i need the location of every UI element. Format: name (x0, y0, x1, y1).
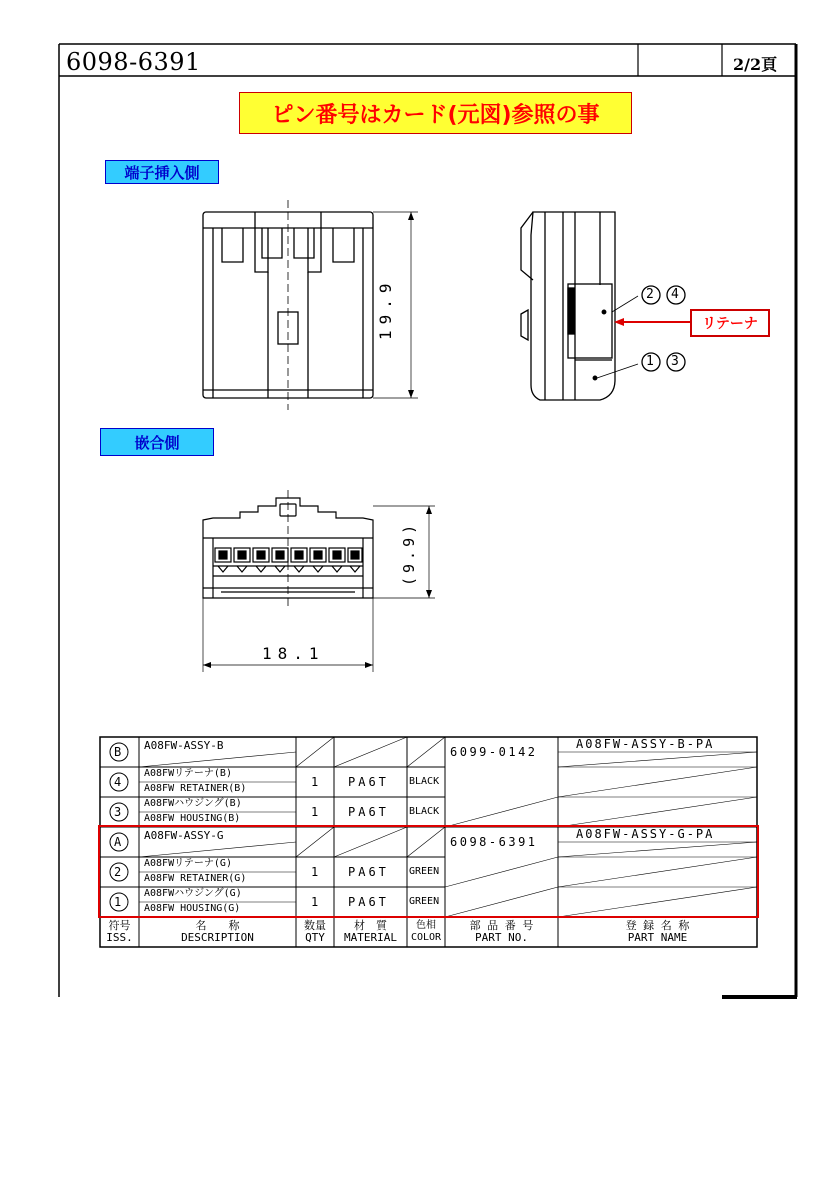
qty-row-1: 1 (311, 895, 319, 909)
side-view-drawing (521, 212, 685, 400)
callout-2: 2 (646, 287, 654, 302)
terminal-side-label: 端子挿入側 (105, 160, 219, 184)
callout-4: 4 (671, 287, 679, 302)
pin-number-banner: ピン番号はカード(元図)参照の事 (239, 92, 632, 134)
qty-row-4: 1 (311, 775, 319, 789)
part-name-b: A08FW-ASSY-B-PA (576, 737, 715, 751)
iss-1: 1 (114, 895, 122, 909)
color-row-4: BLACK (409, 776, 440, 787)
desc-row-a: A08FW-ASSY-G (144, 829, 224, 842)
iss-a: A (114, 835, 122, 849)
retainer-label: リテーナ (690, 309, 770, 337)
iss-b: B (114, 745, 122, 759)
dim-width: 18.1 (262, 644, 325, 663)
hdr-qty: 数量 QTY (304, 919, 326, 944)
desc-row-3-jp: A08FWハウジング(B) (144, 798, 242, 809)
desc-row-2-en: A08FW RETAINER(G) (144, 873, 247, 884)
material-row-2: PA6T (348, 865, 389, 879)
color-row-2: GREEN (409, 866, 440, 877)
callout-3: 3 (671, 354, 679, 369)
color-row-3: BLACK (409, 806, 440, 817)
callout-1: 1 (646, 354, 654, 369)
hdr-iss: 符号 ISS. (106, 919, 133, 944)
material-row-3: PA6T (348, 805, 389, 819)
material-row-4: PA6T (348, 775, 389, 789)
hdr-description: 名 称 DESCRIPTION (181, 919, 254, 944)
iss-2: 2 (114, 865, 122, 879)
part-name-g: A08FW-ASSY-G-PA (576, 827, 715, 841)
dim-height-ref: (9.9) (400, 520, 418, 586)
desc-row-1-jp: A08FWハウジング(G) (144, 888, 242, 899)
desc-row-4-en: A08FW RETAINER(B) (144, 783, 247, 794)
hdr-part-no: 部 品 番 号 PART NO. (469, 919, 534, 944)
part-no-b: 6099-0142 (450, 745, 538, 759)
material-row-1: PA6T (348, 895, 389, 909)
hdr-color: 色相 COLOR (410, 920, 442, 943)
drawing-number: 6098-6391 (66, 48, 201, 76)
hdr-part-name: 登 録 名 称 PART NAME (625, 919, 690, 944)
desc-row-2-jp: A08FWリテーナ(G) (144, 858, 232, 869)
desc-row-b: A08FW-ASSY-B (144, 739, 224, 752)
retainer-arrow (614, 318, 690, 326)
color-row-1: GREEN (409, 896, 440, 907)
desc-row-4-jp: A08FWリテーナ(B) (144, 768, 232, 779)
mating-side-label: 嵌合側 (100, 428, 214, 456)
qty-row-2: 1 (311, 865, 319, 879)
iss-3: 3 (114, 805, 122, 819)
dim-height: 19.9 (376, 277, 395, 340)
iss-4: 4 (114, 775, 122, 789)
hdr-material: 材 質 MATERIAL (344, 919, 397, 944)
qty-row-3: 1 (311, 805, 319, 819)
cavity-row (213, 548, 363, 576)
desc-row-1-en: A08FW HOUSING(G) (144, 903, 241, 914)
sheet-number: 2/2頁 (733, 55, 778, 74)
desc-row-3-en: A08FW HOUSING(B) (144, 813, 241, 824)
part-no-g: 6098-6391 (450, 835, 538, 849)
